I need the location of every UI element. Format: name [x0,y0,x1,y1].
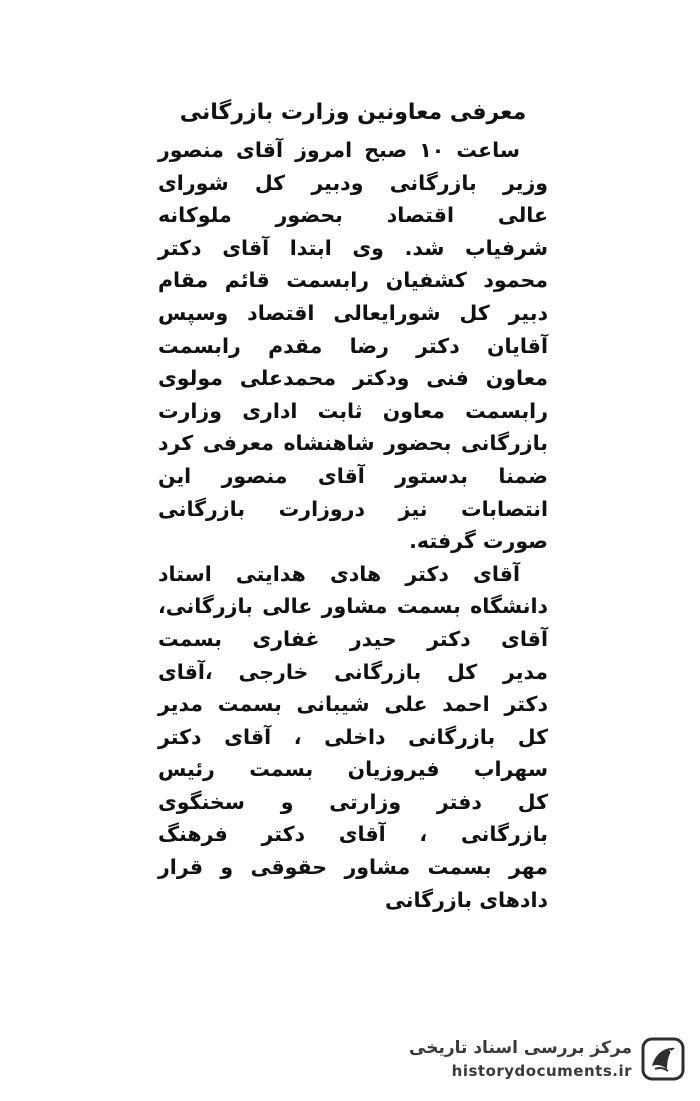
article-line: سهراب فیروزیان بسمت رئیس [158,757,548,782]
article-line: مدیر کل بازرگانی خارجی ،آقای [158,659,548,684]
article-line: رابسمت معاون ثابت اداری وزارت [158,398,548,423]
article-line: آقای دکتر هادی هدایتی استاد [158,561,520,586]
article-line: کل بازرگانی داخلی ، آقای دکتر [158,724,548,749]
article-line: دانشگاه بسمت مشاور عالی بازرگانی، [158,594,548,619]
article-line: دادهای بازرگانی [385,887,548,912]
newspaper-clipping [158,92,548,916]
article-line: معاون فنی ودکتر محمدعلی مولوی [158,366,548,391]
book-scroll-logo-icon [640,1036,686,1082]
article-headline: معرفی معاونین وزارت بازرگانی [179,100,527,125]
article-line: صورت گرفته. [409,529,548,554]
article-line: آقای دکتر حیدر غفاری بسمت [158,626,548,651]
article-line: مهر بسمت مشاور حقوقی و قرار [158,855,548,880]
archive-footer [409,1027,686,1091]
article-line: انتصابات نیز دروزارت بازرگانی [158,496,548,521]
article-line: وزیر بازرگانی ودبیر کل شورای [158,170,548,195]
article-line: ساعت ۱۰ صبح امروز آقای منصور [158,138,520,162]
article-line: بازرگانی ، آقای دکتر فرهنگ [158,822,548,847]
website-url[interactable]: historydocuments.ir [451,1062,632,1080]
article-line: دبیر کل شورایعالی اقتصاد وسپس [158,300,548,325]
article-line: کل دفتر وزارتی و سخنگوی [158,789,548,814]
org-name: مرکز بررسی اسناد تاریخی [409,1038,632,1058]
article-line: شرفیاب شد. وی ابتدا آقای دکتر [158,235,548,260]
article-line: ضمنا بدستور آقای منصور این [158,463,548,488]
article-line: عالی اقتصاد بحضور ملوکانه [158,203,548,228]
footer-text [409,1036,632,1082]
article-line: دکتر احمد علی شیبانی بسمت مدیر [158,692,548,717]
article-line: محمود کشفیان رابسمت قائم مقام [158,268,548,293]
article-line: آقایان دکتر رضا مقدم رابسمت [158,333,548,358]
article-line: بازرگانی بحضور شاهنشاه معرفی کرد [158,431,548,456]
